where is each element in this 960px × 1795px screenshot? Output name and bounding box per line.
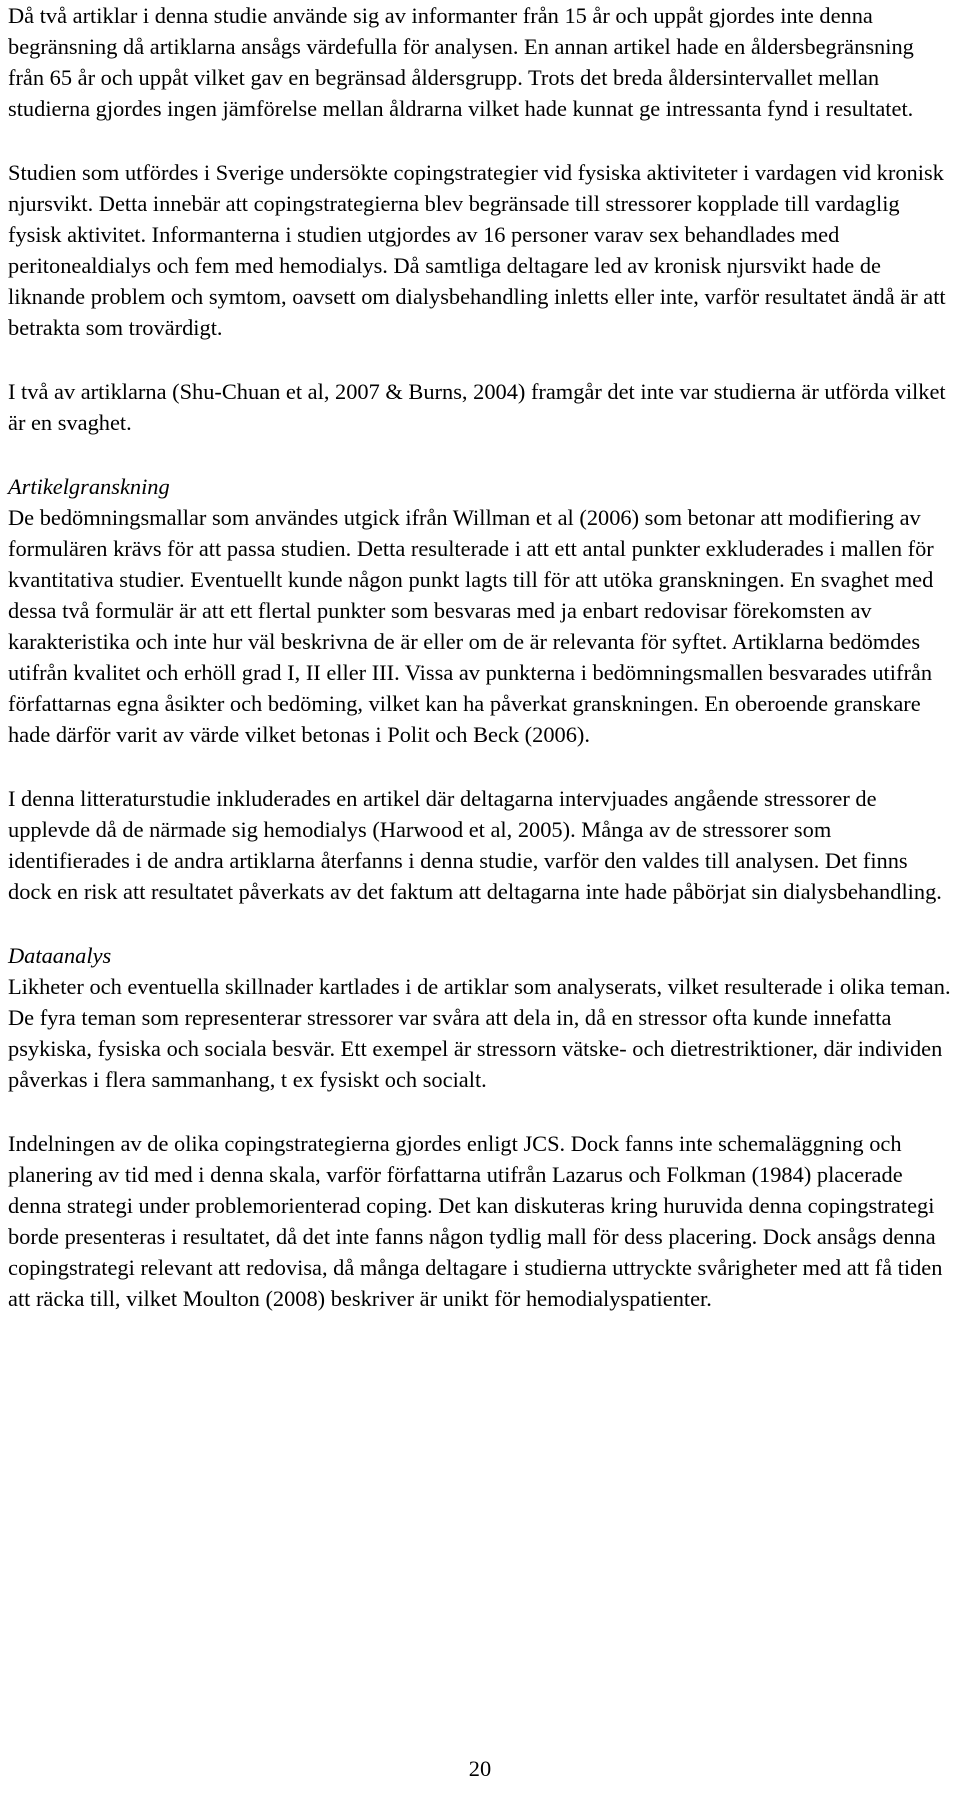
paragraph-interview-study: I denna litteraturstudie inkluderades en artikel där deltagarna intervjuades angående stressorer de upplevde då de närmade sig hemodialys (Harwood et al, 2005). Många av de stressorer som identifierades i de andra artiklarna återfanns i denna studie, varför den valdes till analysen. Det finns dock en risk att resultatet påverkats av det faktum att deltagarna inte hade påbörjat sin dialysbehandling. (8, 786, 942, 904)
paragraph-age-range: Då två artiklar i denna studie använde sig av informanter från 15 år och uppåt gjordes inte denna begränsning då artiklarna ansågs värdefulla för analysen. En annan artikel hade en åldersbegränsning från 65 år och uppåt vilket gav en begränsad åldersgrupp. Trots det breda åldersintervallet mellan studierna gjordes ingen jämförelse mellan åldrarna vilket hade kunnat ge intressanta fynd i resultatet. (8, 3, 914, 121)
paragraph-swedish-study: Studien som utfördes i Sverige undersökte copingstrategier vid fysiska aktiviteter i vardagen vid kronisk njursvikt. Detta innebär att copingstrategierna blev begränsade till stressorer kopplade till vardaglig fysisk aktivitet. Informanterna i studien utgjordes av 16 personer varav sex behandlades med peritonealdialys och fem med hemodialys. Då samtliga deltagare led av kronisk njursvikt hade de liknande problem och symtom, oavsett om dialysbehandling inletts eller inte, varför resultatet ändå är att betrakta som trovärdigt. (8, 160, 946, 340)
paragraph-coping-classification: Indelningen av de olika copingstrategierna gjordes enligt JCS. Dock fanns inte schemaläggning och planering av tid med i denna skala, varför författarna utifrån Lazarus och Folkman (1984) placerade denna strategi under problemorienterad coping. Det kan diskuteras kring huruvida denna copingstrategi borde presenteras i resultatet, då det inte fanns någon tydlig mall för dess placering. Dock ansågs denna copingstrategi relevant att redovisa, då många deltagare i studierna uttryckte svårigheter med att få tiden att räcka till, vilket Moulton (2008) beskriver är unikt för hemodialyspatienter. (8, 1131, 943, 1311)
section-heading-artikelgranskning: Artikelgranskning (8, 474, 170, 499)
body-text (8, 0, 954, 1347)
page-number: 20 (468, 1756, 492, 1781)
paragraph-assessment-templates: De bedömningsmallar som användes utgick ifrån Willman et al (2006) som betonar att modifiering av formulären krävs för att passa studien. Detta resulterade i att ett antal punkter exkluderades i mallen för kvantitativa studier. Eventuellt kunde någon punkt lagts till för att utöka granskningen. En svaghet med dessa två formulär är att ett flertal punkter som besvaras med ja enbart redovisar förekomsten av karakteristika och inte hur väl beskrivna de är eller om de är relevanta för syftet. Artiklarna bedömdes utifrån kvalitet och erhöll grad I, II eller III. Vissa av punkterna i bedömningsmallen besvarades utifrån författarnas egna åsikter och bedöming, vilket kan ha påverkat granskningen. En oberoende granskare hade därför varit av värde vilket betonas i Polit och Beck (2006). (8, 505, 934, 747)
section-heading-dataanalys: Dataanalys (8, 943, 112, 968)
paragraph-study-location: I två av artiklarna (Shu-Chuan et al, 2007 & Burns, 2004) framgår det inte var studierna är utförda vilket är en svaghet. (8, 379, 946, 435)
paragraph-themes: Likheter och eventuella skillnader kartlades i de artiklar som analyserats, vilket resulterade i olika teman. De fyra teman som representerar stressorer var svåra att dela in, då en stressor ofta kunde innefatta psykiska, fysiska och sociala besvär. Ett exempel är stressorn vätske- och dietrestriktioner, där individen påverkas i flera sammanhang, t ex fysiskt och socialt. (8, 974, 951, 1092)
